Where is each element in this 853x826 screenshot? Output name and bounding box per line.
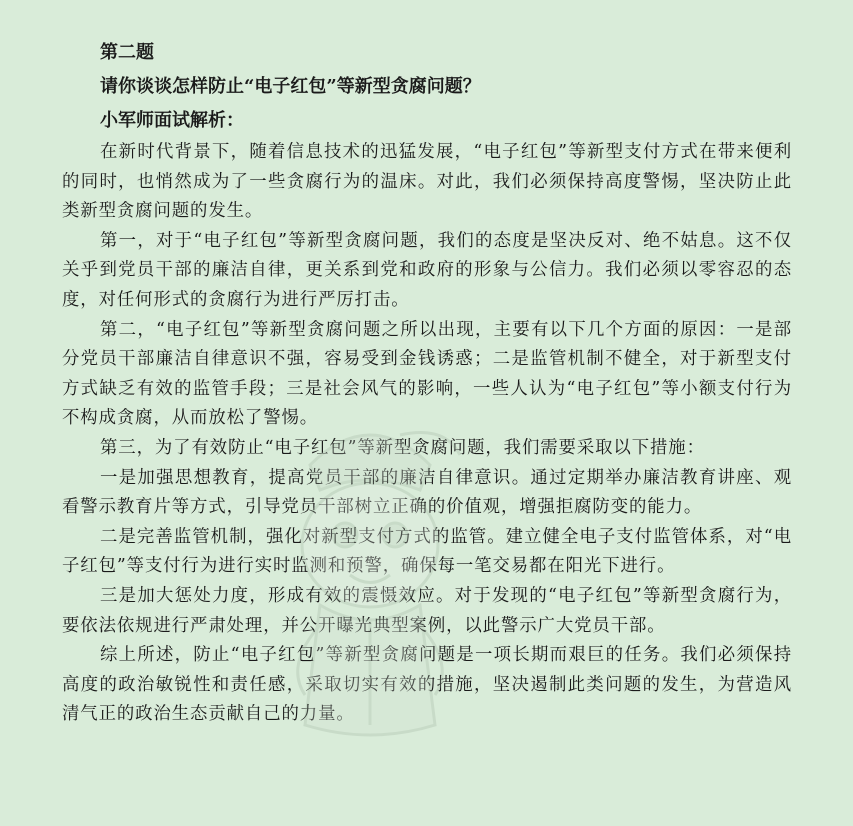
paragraph-conclusion: 综上所述，防止“电子红包”等新型贪腐问题是一项长期而艰巨的任务。我们必须保持高度的政治敏锐性和责任感，采取切实有效的措施，坚决遏制此类问题的发生，为营造风清气正的政治生态贡献自己的力量。 (62, 645, 792, 725)
document-content (62, 36, 792, 730)
question-number: 第二题 (100, 42, 154, 63)
paragraph-point-three: 第三，为了有效防止“电子红包”等新型贪腐问题，我们需要采取以下措施： (100, 437, 705, 458)
paragraph-measure-two: 二是完善监管机制，强化对新型支付方式的监管。建立健全电子支付监管体系，对“电子红包”等支付行为进行实时监测和预警，确保每一笔交易都在阳光下进行。 (62, 526, 792, 577)
paragraph-measure-three: 三是加大惩处力度，形成有效的震慑效应。对于发现的“电子红包”等新型贪腐行为，要依法依规进行严肃处理，并公开曝光典型案例，以此警示广大党员干部。 (62, 585, 792, 636)
paragraph-measure-one: 一是加强思想教育，提高党员干部的廉洁自律意识。通过定期举办廉洁教育讲座、观看警示教育片等方式，引导党员干部树立正确的价值观，增强拒腐防变的能力。 (62, 467, 792, 518)
paragraph-point-two: 第二，“电子红包”等新型贪腐问题之所以出现，主要有以下几个方面的原因：一是部分党员干部廉洁自律意识不强，容易受到金钱诱惑；二是监管机制不健全，对于新型支付方式缺乏有效的监管手段；三是社会风气的影响，一些人认为“电子红包”等小额支付行为不构成贪腐，从而放松了警惕。 (62, 319, 792, 429)
analysis-heading: 小军师面试解析： (100, 110, 244, 131)
question-text: 请你谈谈怎样防止“电子红包”等新型贪腐问题？ (100, 76, 481, 97)
paragraph-point-one: 第一，对于“电子红包”等新型贪腐问题，我们的态度是坚决反对、绝不姑息。这不仅关乎到党员干部的廉洁自律，更关系到党和政府的形象与公信力。我们必须以零容忍的态度，对任何形式的贪腐行为进行严厉打击。 (62, 230, 792, 310)
paragraph-intro: 在新时代背景下，随着信息技术的迅猛发展，“电子红包”等新型支付方式在带来便利的同时，也悄然成为了一些贪腐行为的温床。对此，我们必须保持高度警惕，坚决防止此类新型贪腐问题的发生。 (62, 142, 792, 222)
